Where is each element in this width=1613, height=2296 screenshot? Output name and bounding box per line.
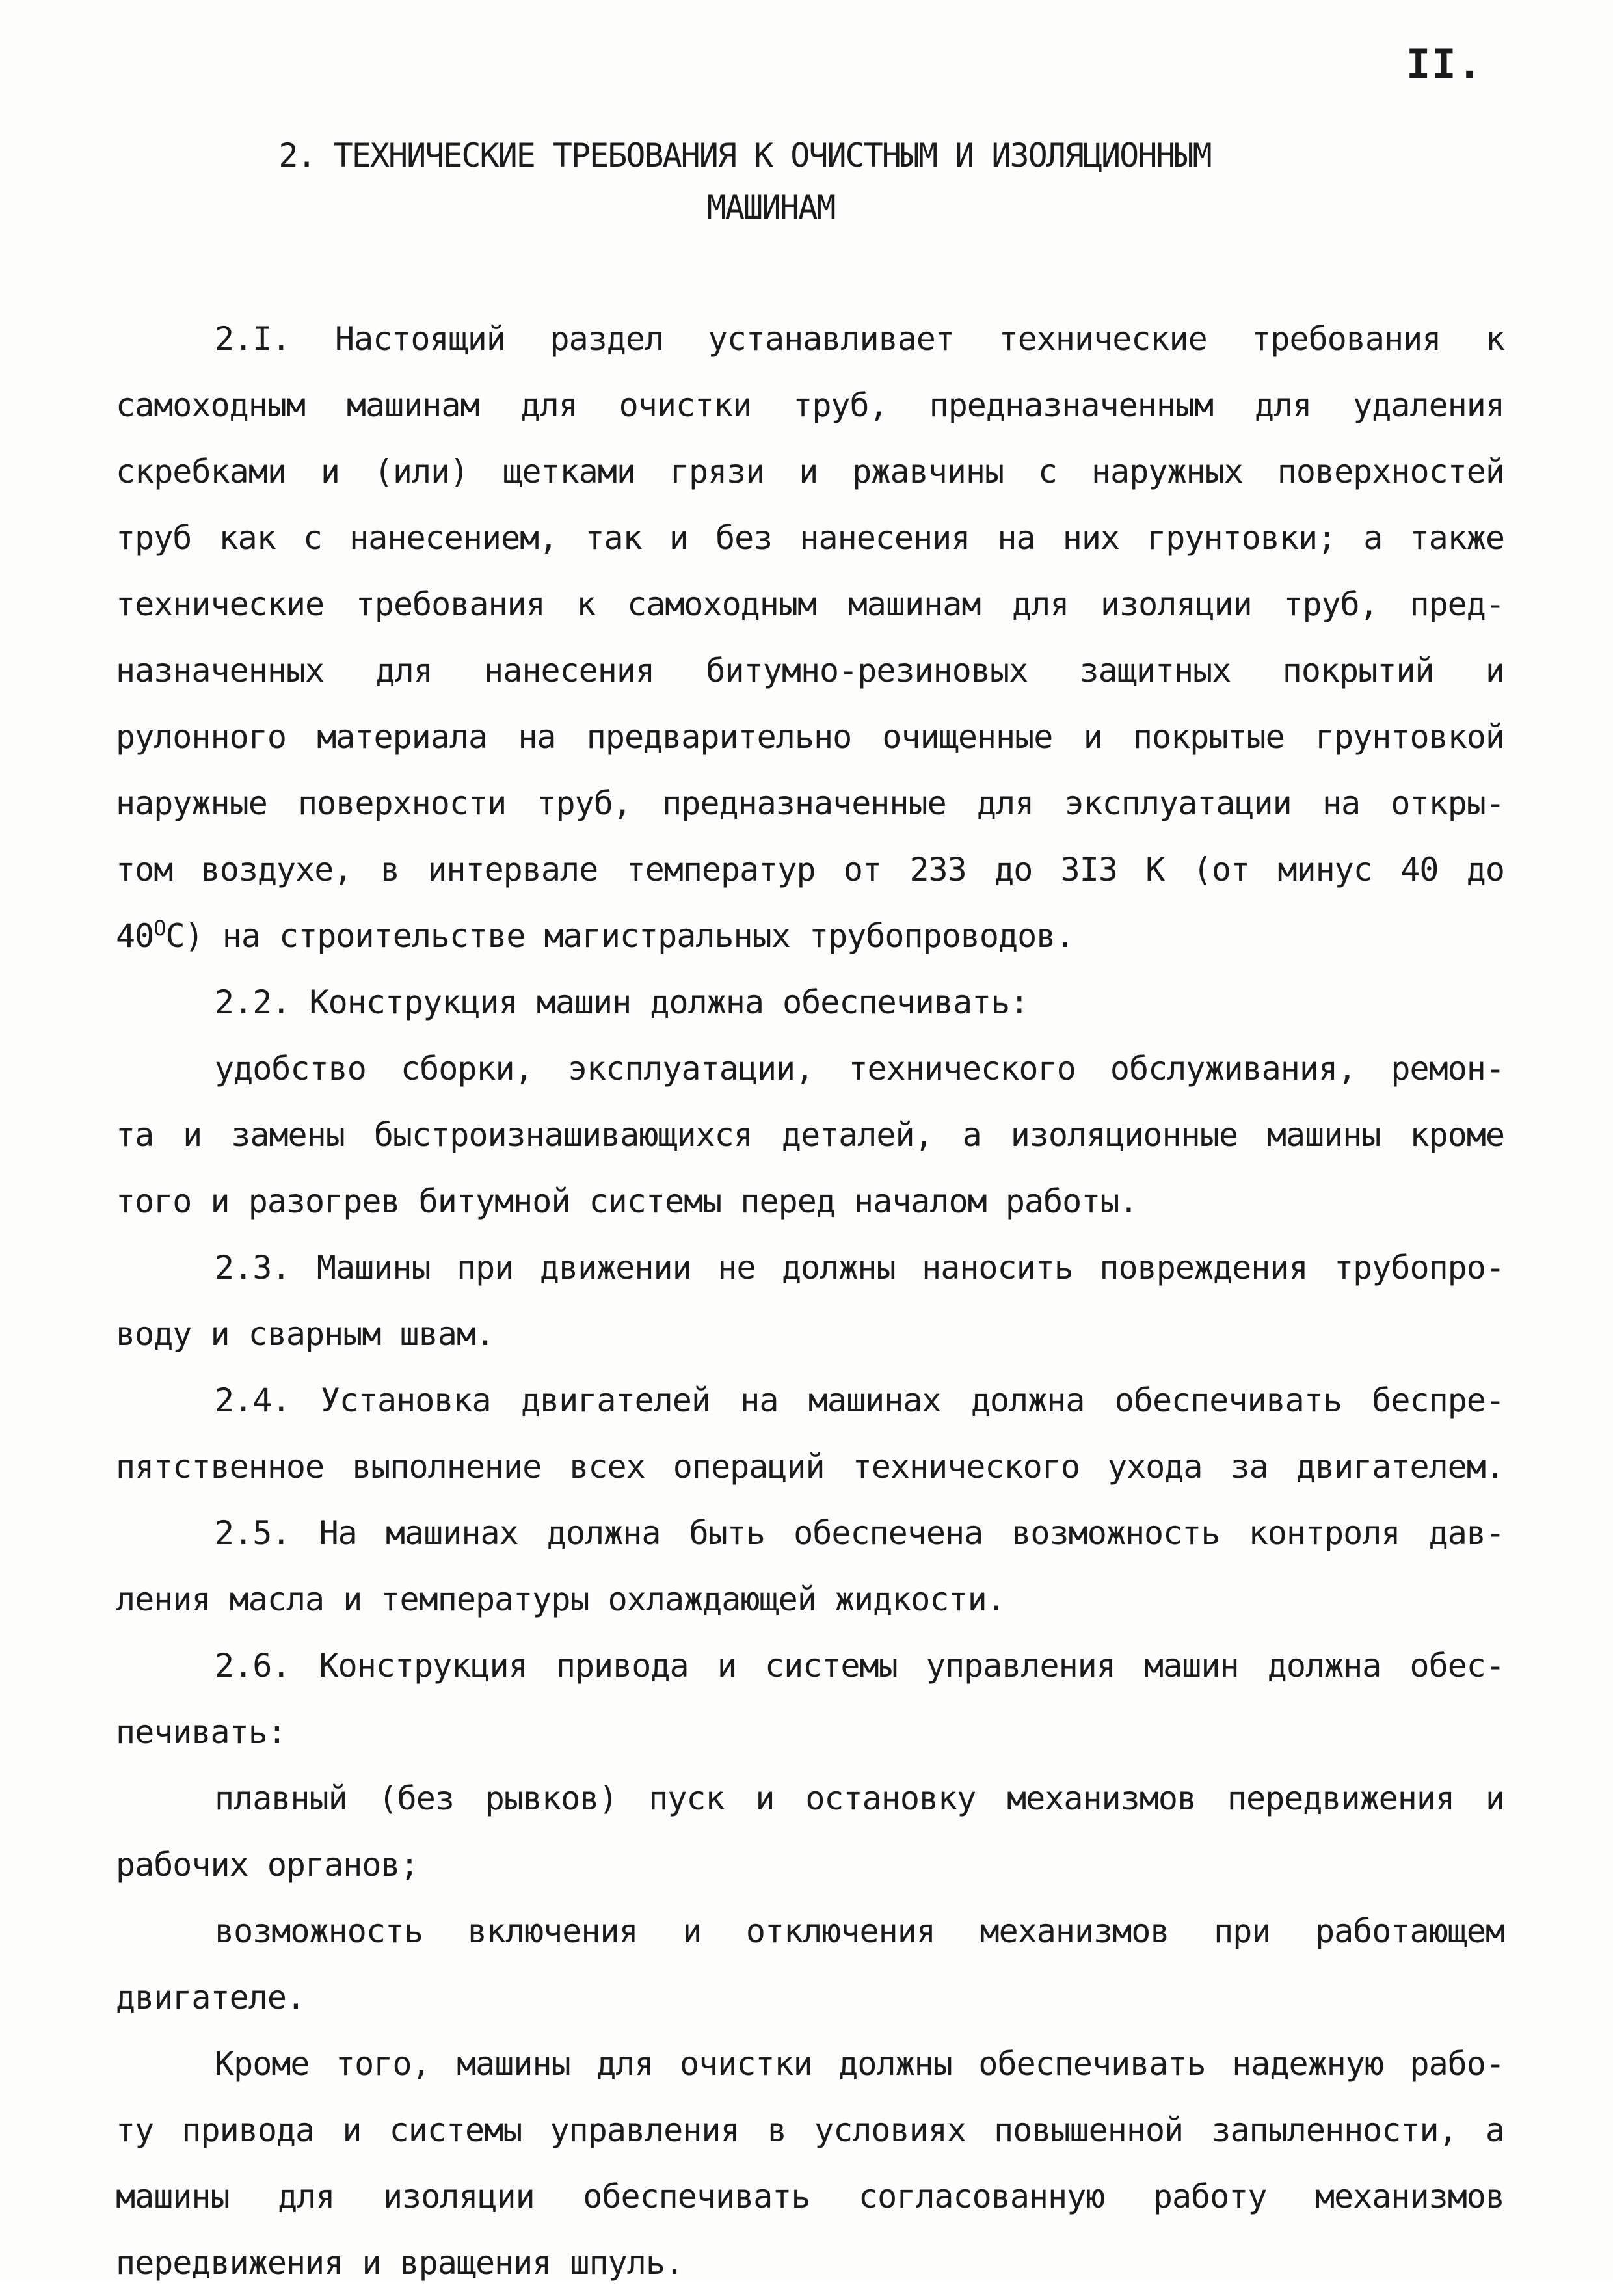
paragraph-2-1-line: том воздухе, в интервале температур от 233 до 3I3 К (от минус 40 до	[116, 851, 1504, 888]
paragraph-2-4-line: пятственное выполнение всех операций технического ухода за двигателем.	[116, 1448, 1504, 1486]
paragraph-2-6-line: печивать:	[116, 1713, 286, 1751]
closing-paragraph-line: Кроме того, машины для очистки должны обеспечивать надежную рабо-	[215, 2045, 1504, 2083]
paragraph-2-2-line: та и замены быстроизнашивающихся деталей, а изоляционные машины кроме	[116, 1116, 1504, 1154]
list-item-line: рабочих органов;	[116, 1846, 419, 1884]
paragraph-2-6-line: 2.6. Конструкция привода и системы управления машин должна обес-	[215, 1647, 1504, 1685]
paragraph-2-5-line: ления масла и температуры охлаждающей жидкости.	[116, 1581, 1006, 1618]
paragraph-2-1-line: технические требования к самоходным машинам для изоляции труб, пред-	[116, 585, 1504, 623]
paragraph-2-1-line: наружные поверхности труб, предназначенные для эксплуатации на откры-	[116, 784, 1504, 822]
list-item-line: возможность включения и отключения механизмов при работающем	[215, 1912, 1504, 1950]
paragraph-2-1-tail: С) на строительстве магистральных трубопроводов.	[165, 917, 1074, 955]
paragraph-2-1-line: скребками и (или) щетками грязи и ржавчины с наружных поверхностей	[116, 453, 1504, 490]
paragraph-2-3-line: 2.3. Машины при движении не должны наносить повреждения трубопро-	[215, 1249, 1504, 1287]
section-heading-line-1: 2. ТЕХНИЧЕСКИЕ ТРЕБОВАНИЯ К ОЧИСТНЫМ И ИЗОЛЯЦИОННЫМ	[278, 137, 1211, 174]
list-item-line: плавный (без рывков) пуск и остановку механизмов передвижения и	[215, 1780, 1504, 1817]
paragraph-2-1-line: рулонного материала на предварительно очищенные и покрытые грунтовкой	[116, 718, 1504, 756]
body-text	[116, 306, 1504, 2296]
closing-paragraph-line: машины для изоляции обеспечивать согласованную работу механизмов	[116, 2178, 1504, 2215]
paragraph-2-2-line: 2.2. Конструкция машин должна обеспечивать:	[215, 983, 1029, 1021]
paragraph-2-1-line: назначенных для нанесения битумно-резиновых защитных покрытий и	[116, 652, 1504, 689]
paragraph-2-1-line: самоходным машинам для очистки труб, предназначенным для удаления	[116, 386, 1504, 424]
page-number: II.	[1406, 40, 1483, 88]
paragraph-2-1-line: труб как с нанесением, так и без нанесения на них грунтовки; а также	[116, 519, 1504, 557]
section-heading-line-2: МАШИНАМ	[706, 189, 835, 226]
list-item-line: двигателе.	[116, 1979, 306, 2016]
degree-superscript: О	[153, 916, 166, 941]
paragraph-2-2-line: удобство сборки, эксплуатации, технического обслуживания, ремон-	[215, 1050, 1504, 1088]
paragraph-2-1-last-line	[116, 903, 1504, 969]
paragraph-2-5-line: 2.5. На машинах должна быть обеспечена возможность контроля дав-	[215, 1514, 1504, 1552]
closing-paragraph-line: ту привода и системы управления в условиях повышенной запыленности, а	[116, 2111, 1504, 2149]
paragraph-2-3-line: воду и сварным швам.	[116, 1315, 495, 1353]
paragraph-2-4-line: 2.4. Установка двигателей на машинах должна обеспечивать беспре-	[215, 1382, 1504, 1419]
closing-paragraph-line: передвижения и вращения шпуль.	[116, 2244, 684, 2282]
paragraph-2-1-line: 2.I. Настоящий раздел устанавливает технические требования к	[215, 320, 1504, 358]
temperature-value: 40	[116, 917, 154, 955]
paragraph-2-2-line: того и разогрев битумной системы перед началом работы.	[116, 1182, 1138, 1220]
